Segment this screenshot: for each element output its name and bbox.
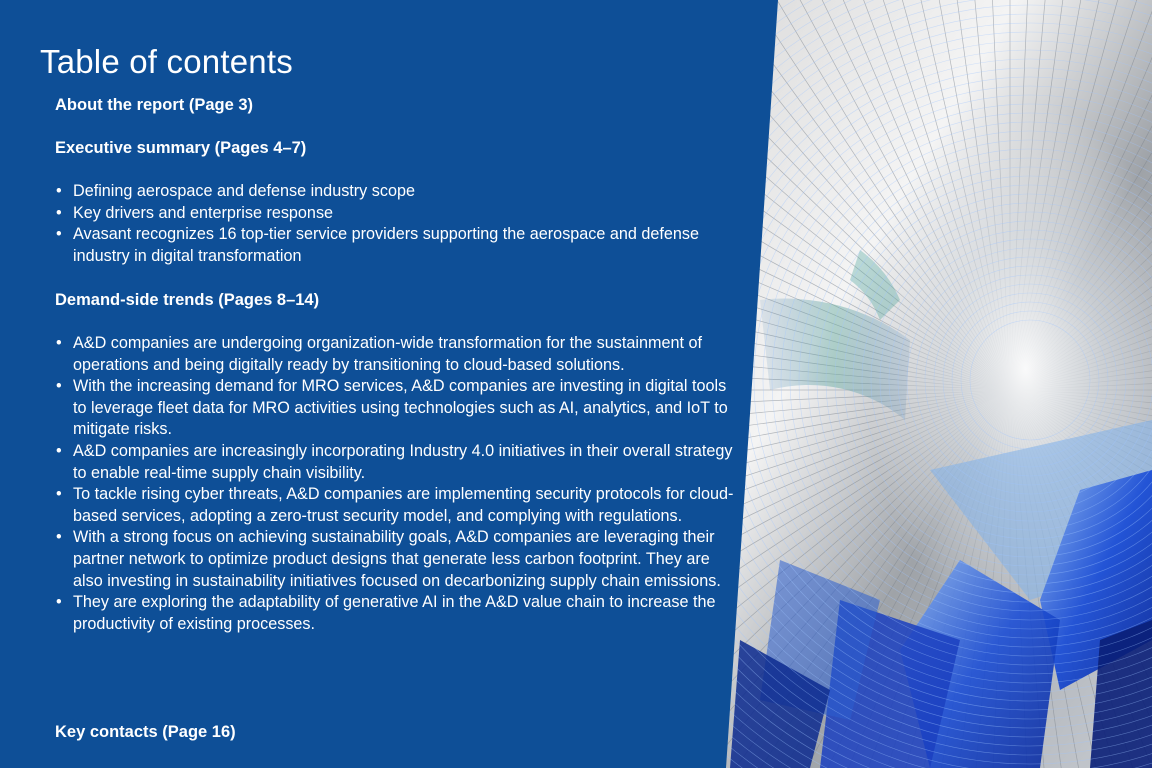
bullet-icon: •: [56, 441, 62, 460]
toc-entry-key-contacts: Key contacts (Page 16): [55, 723, 236, 741]
toc-entry-executive-summary: Executive summary (Pages 4–7): [55, 139, 307, 157]
toc-entry-about-report: About the report (Page 3): [55, 96, 254, 114]
list-item: • Defining aerospace and defense industry scope: [55, 181, 735, 203]
bullet-icon: •: [56, 182, 62, 200]
list-item: • A&D companies are increasingly incorporating Industry 4.0 initiatives in their overall strategy to enable real-time supply chain visibility.: [56, 441, 733, 482]
executive-summary-list: [55, 181, 735, 267]
bullet-icon: •: [56, 225, 62, 244]
bullet-icon: •: [56, 528, 62, 547]
page-title: Table of contents: [40, 43, 293, 80]
list-item: • Avasant recognizes 16 top-tier service providers supporting the aerospace and defense industry in digital transformation: [56, 225, 699, 265]
list-item: • To tackle rising cyber threats, A&D companies are implementing security protocols for cloud-based services, adopting a zero-trust security model, and complying with regulations.: [56, 485, 734, 525]
bullet-icon: •: [56, 593, 62, 612]
list-item: • With a strong focus on achieving sustainability goals, A&D companies are leveraging their partner network to optimize product designs that generate less carbon footprint. They are also investing in sustainability initiatives focused on decarbonizing supply chain emissions.: [56, 528, 721, 590]
bullet-icon: •: [56, 485, 62, 504]
toc-entry-demand-side-trends: Demand-side trends (Pages 8–14): [55, 291, 320, 309]
list-item: • With the increasing demand for MRO services, A&D companies are investing in digital tools to leverage fleet data for MRO activities using technologies such as AI, analytics, and IoT to mitigate risks.: [56, 377, 728, 439]
bullet-icon: •: [56, 203, 62, 222]
list-item: • They are exploring the adaptability of generative AI in the A&D value chain to increase the productivity of existing processes.: [56, 593, 716, 633]
bullet-icon: •: [56, 334, 62, 352]
list-item: • A&D companies are undergoing organization-wide transformation for the sustainment of operations and being digitally ready by transitioning to cloud-based solutions.: [56, 334, 702, 374]
demand-side-trends-list: [55, 333, 735, 635]
list-item: • Key drivers and enterprise response: [55, 203, 735, 225]
bullet-icon: •: [56, 377, 62, 396]
